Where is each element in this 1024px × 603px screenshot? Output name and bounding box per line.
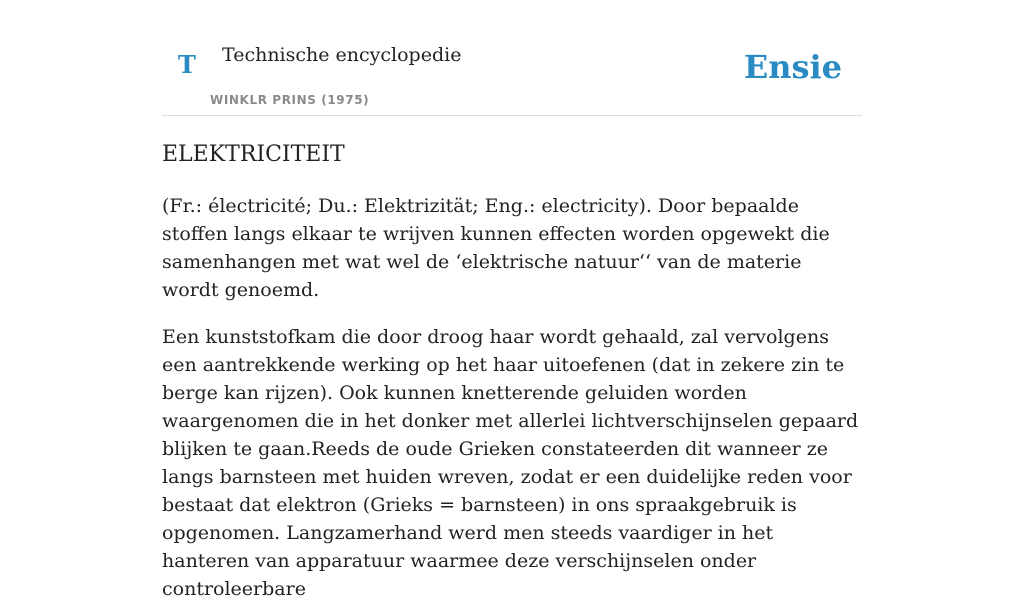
source-title-link[interactable]: Technische encyclopedie bbox=[222, 44, 462, 66]
article-paragraph: Een kunststofkam die door droog haar wordt gehaald, zal vervolgens een aantrekkende werking op het haar uitoefenen (dat in zekere zin te berge kan rijzen). Ook kunnen knetterende geluiden worden waargenomen die in het donker met allerlei lichtverschijnselen gepaard blijken te gaan.Reeds de oude Grieken constateerden dit wanneer ze langs barnsteen met huiden wreven, zodat er een duidelijke reden voor bestaat dat elektron (Grieks = barnsteen) in ons spraakgebruik is opgenomen. Langzamerhand werd men steeds vaardiger in het hanteren van apparatuur waarmee deze verschijnselen onder controleerbare bbox=[162, 326, 859, 600]
article bbox=[162, 140, 862, 603]
source-logo-icon[interactable]: T bbox=[178, 50, 196, 79]
entry-title: ELEKTRICITEIT bbox=[162, 142, 345, 167]
source-header bbox=[162, 0, 862, 116]
brand-logo[interactable]: Ensie bbox=[743, 48, 842, 86]
source-subtitle: WINKLR PRINS (1975) bbox=[210, 93, 370, 107]
article-paragraph: (Fr.: électricité; Du.: Elektrizität; Eng.: electricity). Door bepaalde stoffen langs elkaar te wrijven kunnen effecten worden opgewekt die samenhangen met wat wel de ‘elektrische natuur‘‘ van de materie wordt genoemd. bbox=[162, 195, 830, 301]
